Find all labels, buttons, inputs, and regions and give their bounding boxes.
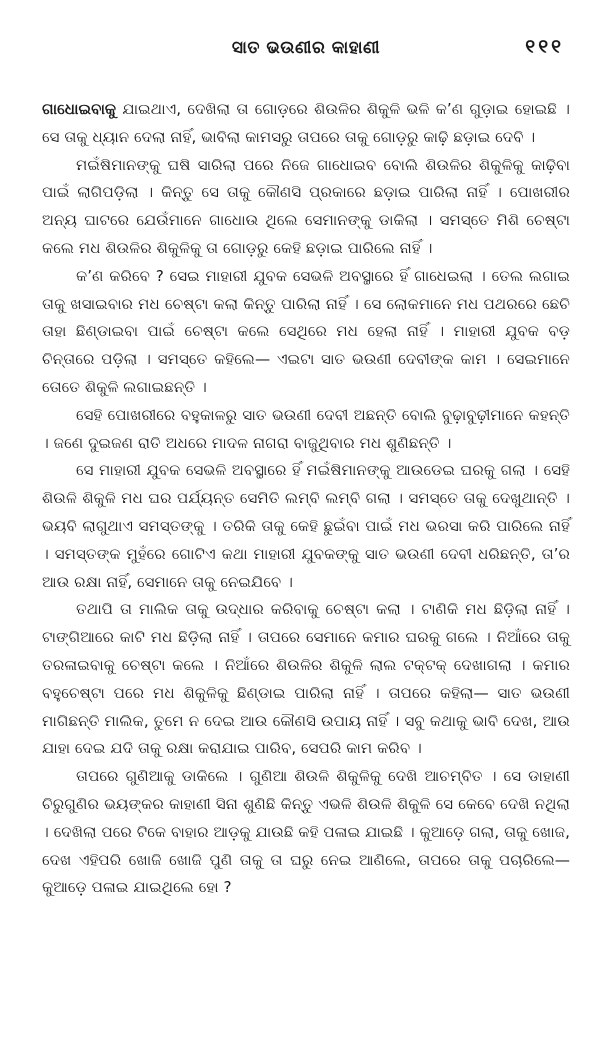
paragraph-2: ମଇଁଷିମାନଙ୍କୁ ଘଷି ସାରିଲା ପରେ ନିଜେ ଗାଧୋଇବ ବୋଲି ଶିଉଳିର ଶିକୁଳିକୁ କାଢ଼ିବା ପାଇଁ ଲାଗିପଡ଼ିଲା । କିନ୍ତୁ ସେ ତାକୁ କୌଣସି ପ୍ରକାରେ ଛଡ଼ାଇ ପାରିଲା ନାହିଁ । ପୋଖରୀର ଅନ୍ୟ ଘାଟରେ ଯେଉଁମାନେ ଗାଧୋଉ ଥିଲେ ସେମାନଙ୍କୁ ଡାକିଲା । ସମସ୍ତେ ମିଶି ଚେଷ୍ଟା କଲେ ମଧ ଶିଉଳିର ଶିକୁଳିକୁ ତା ଗୋଡ଼ରୁ କେହି ଛଡ଼ାଇ ପାରିଲେ ନାହିଁ । — [42, 155, 570, 257]
paragraph-3: କ’ଣ କରିବେ ? ସେଇ ମାହାରୀ ଯୁବକ ସେଭଳି ଅବସ୍ଥାରେ ହିଁ ଗାଧେଇଲା । ତେଲ ଲଗାଇ ତାକୁ ଖସାଇବାର ମଧ ଚେଷ୍ଟା କଲା କିନ୍ତୁ ପାରିଲା ନାହିଁ । ସେ ଲୋକମାନେ ମଧ ପଥରରେ ଛେଚି ତାହା ଛିଣ୍ଡାଇବା ପାଇଁ ଚେଷ୍ଟା କଲେ ସେଥିରେ ମଧ ହେଲା ନାହିଁ । ମାହାରୀ ଯୁବକ ବଡ଼ ଚିନ୍ତାରେ ପଡ଼ିଲା । ସମସ୍ତେ କହିଲେ— ଏଇଟା ସାତ ଭଉଣୀ ଦେବୀଙ୍କ କାମ । ସେଇମାନେ ତୋତେ ଶିକୁଳି ଲଗାଇଛନ୍ତି । — [42, 266, 570, 396]
running-header — [42, 38, 570, 72]
paragraph-lead-word: ଗାଧୋଇବାକୁ — [42, 100, 117, 118]
paragraph-4: ସେହି ପୋଖରୀରେ ବହୁକାଳରୁ ସାତ ଭଉଣୀ ଦେବୀ ଅଛନ୍ତି ବୋଲି ବୁଢ଼ାବୁଢ଼ୀମାନେ କହନ୍ତି । ଜଣେ ଦୁଇଜଣ ରାତି ଅଧରେ ମାଦଳ ନାଗରା ବାଜୁଥିବାର ମଧ ଶୁଣିଛନ୍ତି । — [42, 405, 570, 452]
body-text — [42, 96, 570, 902]
paragraph-7: ତାପରେ ଗୁଣିଆକୁ ଡାକିଲେ । ଗୁଣିଆ ଶିଉଳି ଶିକୁଳିକୁ ଦେଖି ଆଚମ୍ବିତ । ସେ ଡାହାଣୀ ଚିରୁଗୁଣିର ଭୟଙ୍କର କାହାଣୀ ସିନା ଶୁଣିଛି କିନ୍ତୁ ଏଭଳି ଶିଉଳି ଶିକୁଳି ସେ କେବେ ଦେଖି ନଥିଲା । ଦେଖିଲା ପରେ ଟିକେ ବାହାର ଆଡ଼କୁ ଯାଉଛି କହି ପଳାଇ ଯାଇଛି । କୁଆଡ଼େ ଗଲା, ତାକୁ ଖୋଜ, ଦେଖ ଏହିପରି ଖୋଜି ଖୋଜି ପୁଣି ତାକୁ ତା ଘରୁ ନେଇ ଆଣିଲେ, ତାପରେ ତାକୁ ପଚାରିଲେ— କୁଆଡ଼େ ପଳାଇ ଯାଇଥିଲେ ହୋ ? — [42, 767, 570, 897]
paragraph-6: ତଥାପି ତା ମାଲିକ ତାକୁ ଉଦ୍ଧାର କରିବାକୁ ଚେଷ୍ଟା କଲା । ଟାଣିକି ମଧ ଛିଡ଼ିଲା ନାହିଁ । ଟାଙ୍ଗିଆରେ କାଟି ମଧ ଛିଡ଼ିଲା ନାହିଁ । ତାପରେ ସେମାନେ କମାର ଘରକୁ ଗଲେ । ନିଆଁରେ ତାକୁ ତରଳାଇବାକୁ ଚେଷ୍ଟା କଲେ । ନିଆଁରେ ଶିଉଳିର ଶିକୁଳି ଲାଲ ଟକ୍‌ଟକ୍ ଦେଖାଗଲା । କମାର ବହୁଚେଷ୍ଟା ପରେ ମଧ ଶିକୁଳିକୁ ଛିଣ୍ଡାଇ ପାରିଲା ନାହିଁ । ତାପରେ କହିଲା— ସାତ ଭଉଣୀ ମାଗିଛନ୍ତି ମାଲିକ, ତୁମେ ନ ଦେଇ ଆଉ କୌଣସି ଉପାୟ ନାହିଁ । ସବୁ କଥାକୁ ଭାବି ଦେଖ, ଆଉ ଯାହା ଦେଇ ଯଦି ତାକୁ ରକ୍ଷା କରାଯାଇ ପାରିବ, ସେପରି କାମ କରିବ । — [42, 600, 570, 758]
running-title: ସାତ ଭଉଣୀର କାହାଣୀ — [231, 38, 381, 58]
page-number: ୧୧୧ — [525, 36, 564, 58]
paragraph-1 — [42, 96, 570, 152]
paragraph-5: ସେ ମାହାରୀ ଯୁବକ ସେଭଳି ଅବସ୍ଥାରେ ହିଁ ମଇଁଷିମାନଙ୍କୁ ଆଉଡେଇ ଘରକୁ ଗଲା । ସେହି ଶିଉଳି ଶିକୁଳି ମଧ ଘର ପର୍ଯ୍ୟନ୍ତ ସେମିତି ଲମ୍ବି ଲମ୍ବି ଗଲା । ସମସ୍ତେ ତାକୁ ଦେଖୁଥାନ୍ତି । ଭୟବି ଲାଗୁଥାଏ ସମସ୍ତଙ୍କୁ । ତରିକି ତାକୁ କେହି ଛୁଇଁବା ପାଇଁ ମଧ ଭରସା କରି ପାରିଲେ ନାହିଁ । ସମସ୍ତଙ୍କ ମୁହଁରେ ଗୋଟିଏ କଥା ମାହାରୀ ଯୁବକଙ୍କୁ ସାତ ଭଉଣୀ ଦେବୀ ଧରିଛନ୍ତି, ତା’ର ଆଉ ରକ୍ଷା ନାହିଁ, ସେମାନେ ତାକୁ ନେଇଯିବେ । — [42, 461, 570, 591]
paragraph-text: ଯାଇଥାଏ, ଦେଖିଲା ତା ଗୋଡ଼ରେ ଶିଉଳିର ଶିକୁଳି ଭଳି କ’ଣ ଗୁଡ଼ାଇ ହୋଇଛି । ସେ ତାକୁ ଧ୍ୟାନ ଦେଲା ନାହିଁ, ଭାବିଲା କାମସରୁ ତାପରେ ତାକୁ ଗୋଡ଼ରୁ କାଢ଼ି ଛଡ଼ାଇ ଦେବି । — [42, 100, 570, 146]
